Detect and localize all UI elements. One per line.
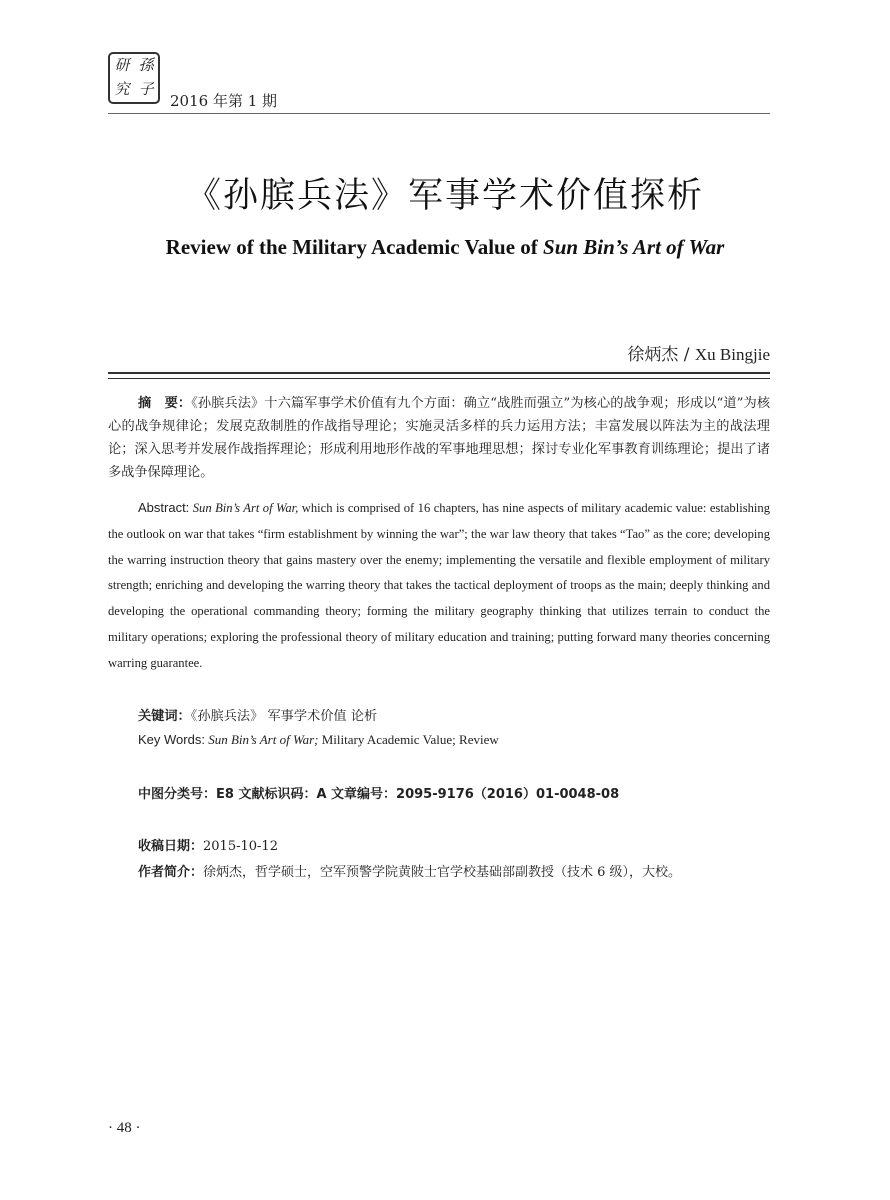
keywords-en-text: Military Academic Value; Review xyxy=(321,732,499,747)
title-english-prefix: Review of the Military Academic Value of xyxy=(165,235,544,259)
keywords-chinese xyxy=(138,705,377,724)
title-chinese: 《孙膑兵法》军事学术价值探析 xyxy=(185,176,704,216)
page-number: · 48 · xyxy=(108,1120,141,1136)
logo-char: 研 xyxy=(114,56,130,74)
keywords-english xyxy=(138,732,499,748)
logo-char: 究 xyxy=(114,80,130,98)
classification-line: 中图分类号：E8 文献标识码：A 文章编号：2095-9176（2016）01-0048-08 xyxy=(138,787,620,802)
keywords-cn-text: 《孙膑兵法》 军事学术价值 论析 xyxy=(190,709,378,724)
keywords-en-italic: Sun Bin’s Art of War; xyxy=(208,732,319,747)
abstract-cn-label: 摘 要： xyxy=(138,396,192,411)
logo-char: 孫 xyxy=(138,56,154,74)
abstract-en-label: Abstract: xyxy=(138,500,190,515)
bio-text: 徐炳杰，哲学硕士，空军预警学院黄陂士官学校基础部副教授（技术 6 级），大校。 xyxy=(203,865,682,880)
received-value: 2015-10-12 xyxy=(203,839,278,854)
abstract-cn-text: 《孙膑兵法》十六篇军事学术价值有九个方面：确立“战胜而强立”为核心的战争观；形成以“道”为核心的战争规律论；发展克敌制胜的作战指导理论；实施灵活多样的兵力运用方法；丰富发展以阵法为主的战法理论；深入思考并发展作战指挥理论；形成利用地形作战的军事地理思想；探讨专业化军事教育训练理论；提出了诸多战争保障理论。 xyxy=(108,396,771,480)
keywords-en-label: Key Words: xyxy=(138,732,205,747)
logo-char: 子 xyxy=(138,80,154,98)
author-divider-thick xyxy=(108,372,770,374)
title-english-italic: Sun Bin’s Art of War xyxy=(543,235,725,259)
abstract-en-text: which is comprised of 16 chapters, has nine aspects of military academic value: establishing the outlook on war that takes “firm establishment by winning the war”; the war law theory that takes “Tao” as the core; developing the warring instruction theory that gains mastery over the enemy; implementing the versatile and flexible employment of military strength; enriching and developing the warring theory that takes the tactical deployment of troops as the main; deeply thinking and developing the operational commanding theory; forming the military geography thinking that utilizes terrain to conduct the military operations; exploring the professional theory of military education and training; putting forward many theories concerning warring guarantee. xyxy=(108,501,771,670)
author-divider-thin xyxy=(108,378,770,379)
abstract-english xyxy=(108,495,770,677)
bio-label: 作者简介： xyxy=(138,865,204,880)
received-label: 收稿日期： xyxy=(138,839,204,854)
received-date xyxy=(138,835,278,854)
header-divider xyxy=(108,113,770,114)
author-bio xyxy=(138,861,681,880)
issue-label: 2016 年第 1 期 xyxy=(170,92,278,110)
journal-logo xyxy=(108,52,160,104)
abstract-en-title: Sun Bin’s Art of War, xyxy=(192,501,299,515)
title-english xyxy=(0,235,890,260)
author-name-cn: 徐炳杰 / xyxy=(627,345,690,365)
keywords-cn-label: 关键词： xyxy=(138,709,191,724)
author-line xyxy=(627,340,770,365)
abstract-chinese xyxy=(108,392,770,484)
author-name-en: Xu Bingjie xyxy=(694,345,770,364)
